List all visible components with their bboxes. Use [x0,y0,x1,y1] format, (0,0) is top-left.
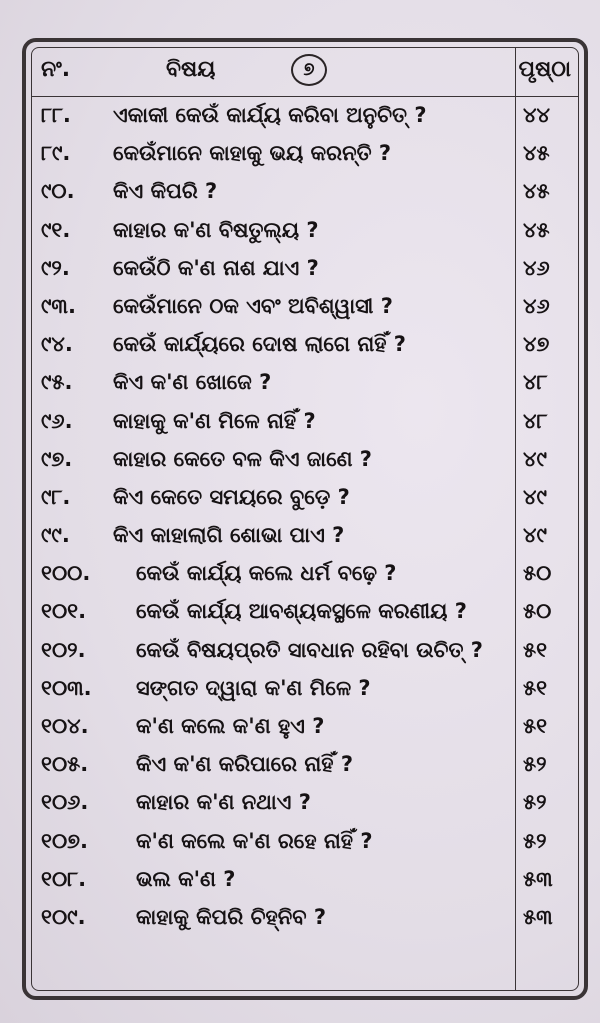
list-item [31,746,579,784]
entry-number: ୯୬. [41,408,73,433]
entry-number: ୯୨. [41,255,70,280]
list-item [31,479,579,517]
list-item [31,212,579,250]
entry-number: ୮୮. [41,103,71,127]
entry-number: ୯୧. [41,217,71,242]
entry-title: କେଉଁ କାର୍ଯ୍ୟ କଲେ ଧର୍ମ ବଢ଼େ ? [136,561,397,586]
list-item [31,632,579,670]
entry-page: ୪୪ [523,103,550,127]
entry-title: କିଏ କ'ଣ କରିପାରେ ନାହିଁ ? [136,752,354,777]
entry-number: ୧୦୧. [41,599,87,624]
list-item [31,899,579,937]
entry-title: କ'ଣ କଲେ କ'ଣ ହୁଏ ? [136,714,325,738]
entry-number: ୧୦୬. [41,790,89,815]
entry-title: କାହାର କେତେ ବଳ କିଏ ଜାଣେ ? [113,446,372,471]
entry-title: କେଉଁ ବିଷୟପ୍ରତି ସାବଧାନ ରହିବା ଉଚିତ୍ ? [136,637,483,662]
list-item [31,823,579,861]
entry-number: ୧୦୯. [41,904,86,929]
list-item [31,555,579,593]
entry-number: ୧୦୭. [41,828,88,853]
entry-number: ୯୯. [41,523,70,548]
entry-title: କାହାର କ'ଣ ବିଷତୁଲ୍ୟ ? [113,217,319,242]
list-item [31,670,579,708]
entry-page: ୪୫ [523,217,550,242]
table-header [31,47,579,97]
entry-title: କାହାକୁ କ'ଣ ମିଳେ ନାହିଁ ? [113,408,316,433]
entry-page: ୫୧ [523,675,548,700]
entry-number: ୮୯. [41,141,71,166]
entry-page: ୫୩ [523,866,553,891]
list-item [31,861,579,899]
subject-column-header: ବିଷୟ [166,57,216,82]
page-number-marker: ୭ [291,54,327,86]
entry-title: ଭଲ କ'ଣ ? [136,866,236,891]
entry-page: ୪୭ [523,332,550,357]
entry-title: କେଉଁମାନେ କାହାକୁ ଭୟ କରନ୍ତି ? [113,141,392,166]
entry-number: ୯୭. [41,446,73,471]
entry-page: ୪୮ [523,370,548,395]
page-column-header: ପୃଷ୍ଠା [518,57,571,82]
entry-page: ୫୨ [523,790,547,815]
list-item [31,364,579,402]
entry-title: କାହାକୁ କିପରି ଚିହ୍ନିବ ? [136,904,327,929]
entry-number: ୧୦୫. [41,752,89,777]
list-item [31,288,579,326]
list-item [31,135,579,173]
entry-page: ୫୨ [523,828,547,853]
entry-number: ୯୦. [41,179,75,204]
entry-title: କିଏ କାହାଲାଗି ଶୋଭା ପାଏ ? [113,523,345,548]
number-column-header: ନଂ. [41,57,71,82]
entry-page: ୫୩ [523,904,553,929]
entry-number: ୯୩. [41,293,76,318]
contents-list [31,97,579,937]
list-item [31,326,579,364]
entry-page: ୪୫ [523,179,550,204]
entry-number: ୯୫. [41,370,73,395]
entry-page: ୫୨ [523,752,547,777]
entry-title: କେଉଁ କାର୍ଯ୍ୟ ଆବଶ୍ୟକସ୍ଥଳେ କରଣୀୟ ? [136,599,467,624]
entry-title: କ'ଣ କଲେ କ'ଣ ରହେ ନାହିଁ ? [136,828,373,853]
entry-page: ୪୮ [523,408,548,433]
entry-page: ୪୬ [523,293,550,318]
entry-number: ୯୪. [41,332,73,357]
entry-page: ୪୯ [523,446,547,471]
entry-page: ୫୧ [523,714,548,738]
entry-number: ୧୦୩. [41,675,92,700]
entry-page: ୪୯ [523,523,547,548]
entry-title: କେଉଁମାନେ ଠକ ଏବଂ ଅବିଶ୍ୱାସୀ ? [113,293,393,318]
entry-number: ୧୦୪. [41,714,89,738]
list-item [31,708,579,746]
entry-number: ୧୦୮. [41,866,87,891]
list-item [31,173,579,211]
entry-page: ୪୬ [523,255,550,280]
list-item [31,97,579,135]
entry-number: ୧୦୦. [41,561,91,586]
entry-page: ୫୧ [523,637,548,662]
entry-page: ୪୯ [523,484,547,509]
entry-page: ୫୦ [523,561,552,586]
entry-page: ୪୫ [523,141,550,166]
entry-title: କେଉଁ କାର୍ଯ୍ୟରେ ଦୋଷ ଲାଗେ ନାହିଁ ? [113,332,406,357]
entry-title: କିଏ କିପରି ? [113,179,218,204]
list-item [31,441,579,479]
list-item [31,517,579,555]
entry-title: ଏକାକୀ କେଉଁ କାର୍ଯ୍ୟ କରିବା ଅନୁଚିତ୍ ? [113,103,427,127]
entry-number: ୧୦୨. [41,637,86,662]
list-item [31,784,579,822]
entry-title: କେଉଁଠି କ'ଣ ନାଶ ଯାଏ ? [113,255,319,280]
entry-number: ୯୮. [41,484,71,509]
entry-title: ସଙ୍ଗତ ଦ୍ୱାରା କ'ଣ ମିଳେ ? [136,675,371,700]
list-item [31,593,579,631]
list-item [31,403,579,441]
list-item [31,250,579,288]
entry-title: କାହାର କ'ଣ ନଥାଏ ? [136,790,311,815]
entry-title: କିଏ କେତେ ସମୟରେ ବୁଡ଼େ ? [113,484,350,509]
entry-title: କିଏ କ'ଣ ଖୋଜେ ? [113,370,272,395]
entry-page: ୫୦ [523,599,552,624]
